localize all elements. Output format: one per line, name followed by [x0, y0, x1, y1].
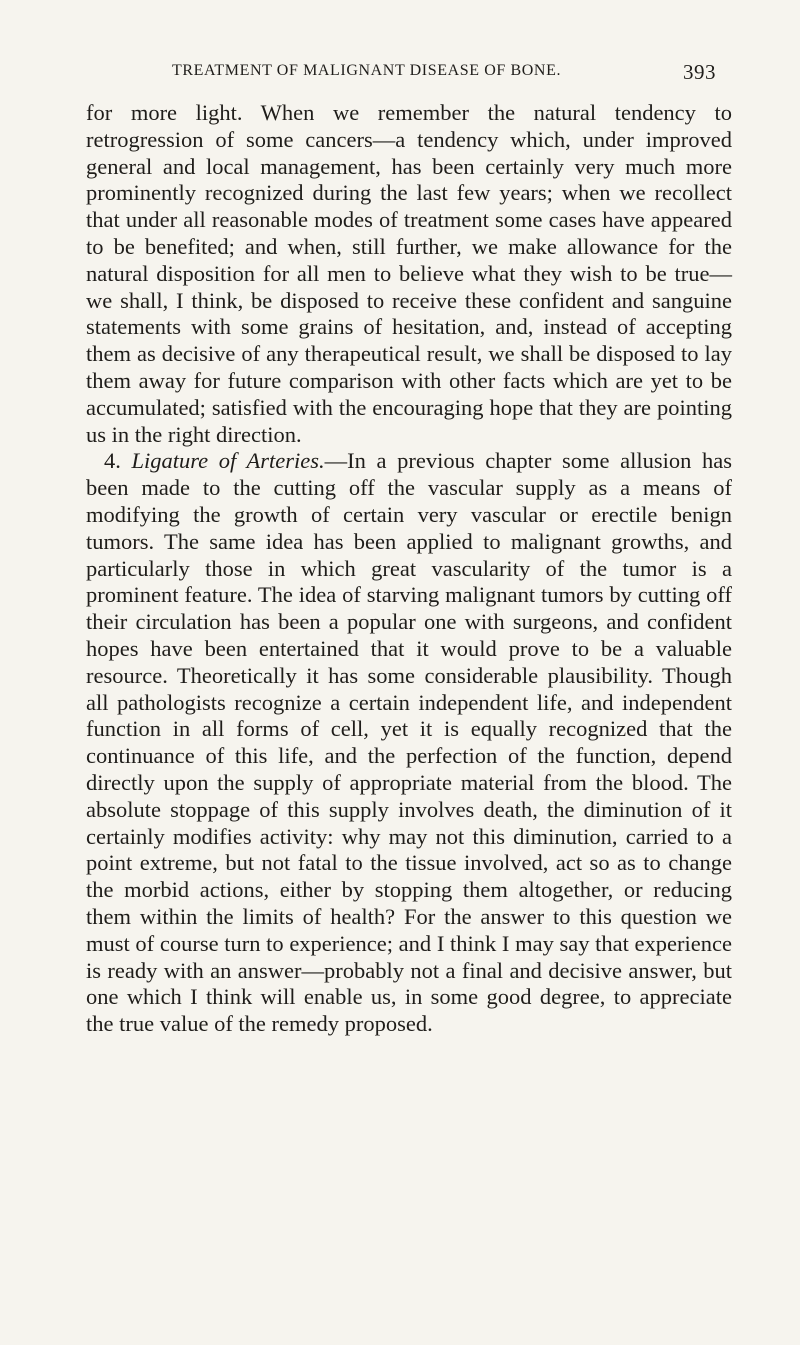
- section-title: Ligature of Arteries.: [131, 448, 325, 474]
- running-head: TREATMENT OF MALIGNANT DISEASE OF BONE.: [172, 62, 562, 79]
- paragraph-continuation: for more light. When we remember the natural tendency to retrogression of some cancers—a tendency which, under improved general and local management, has been certainly very much more prominently recognized during the last few years; when we recollect that under all reasonable modes of treatment some cases have appeared to be benefited; and when, still further, we make allowance for the natural disposition for all men to believe what they wish to be true—we shall, I think, be disposed to receive these confident and sanguine statements with some grains of hesitation, and, instead of accepting them as decisive of any therapeutical result, we shall be disposed to lay them away for future comparison with other facts which are yet to be accumulated; satisfied with the encouraging hope that they are pointing us in the right direction.: [86, 100, 732, 447]
- section-text: —In a previous chapter some allusion has been made to the cutting off the vascular supply as a means of modifying the growth of certain very vascular or erectile benign tumors. The same idea has been applied to malignant growths, and particularly those in which great vascularity of the tumor is a prominent feature. The idea of starving malignant tumors by cutting off their circulation has been a popular one with surgeons, and confident hopes have been entertained that it would prove to be a valuable resource. Theoretically it has some considerable plausibility. Though all pathologists recognize a certain independent life, and independent function in all forms of cell, yet it is equally recognized that the continuance of this life, and the perfection of the function, depend directly upon the supply of appropriate material from the blood. The absolute stoppage of this supply involves death, the diminution of it certainly modifies activity: why may not this diminution, carried to a point extreme, but not fatal to the tissue involved, act so as to change the morbid actions, either by stopping them altogether, or reducing them within the limits of health? For the answer to this question we must of course turn to experience; and I think I may say that experience is ready with an answer—probably not a final and decisive answer, but one which I think will enable us, in some good degree, to appreciate the true value of the remedy proposed.: [86, 448, 732, 1037]
- paragraph-ligature-of-arteries: [86, 448, 732, 1038]
- page-number: 393: [683, 60, 716, 84]
- section-number: 4.: [104, 448, 121, 474]
- body-text: [86, 100, 732, 1038]
